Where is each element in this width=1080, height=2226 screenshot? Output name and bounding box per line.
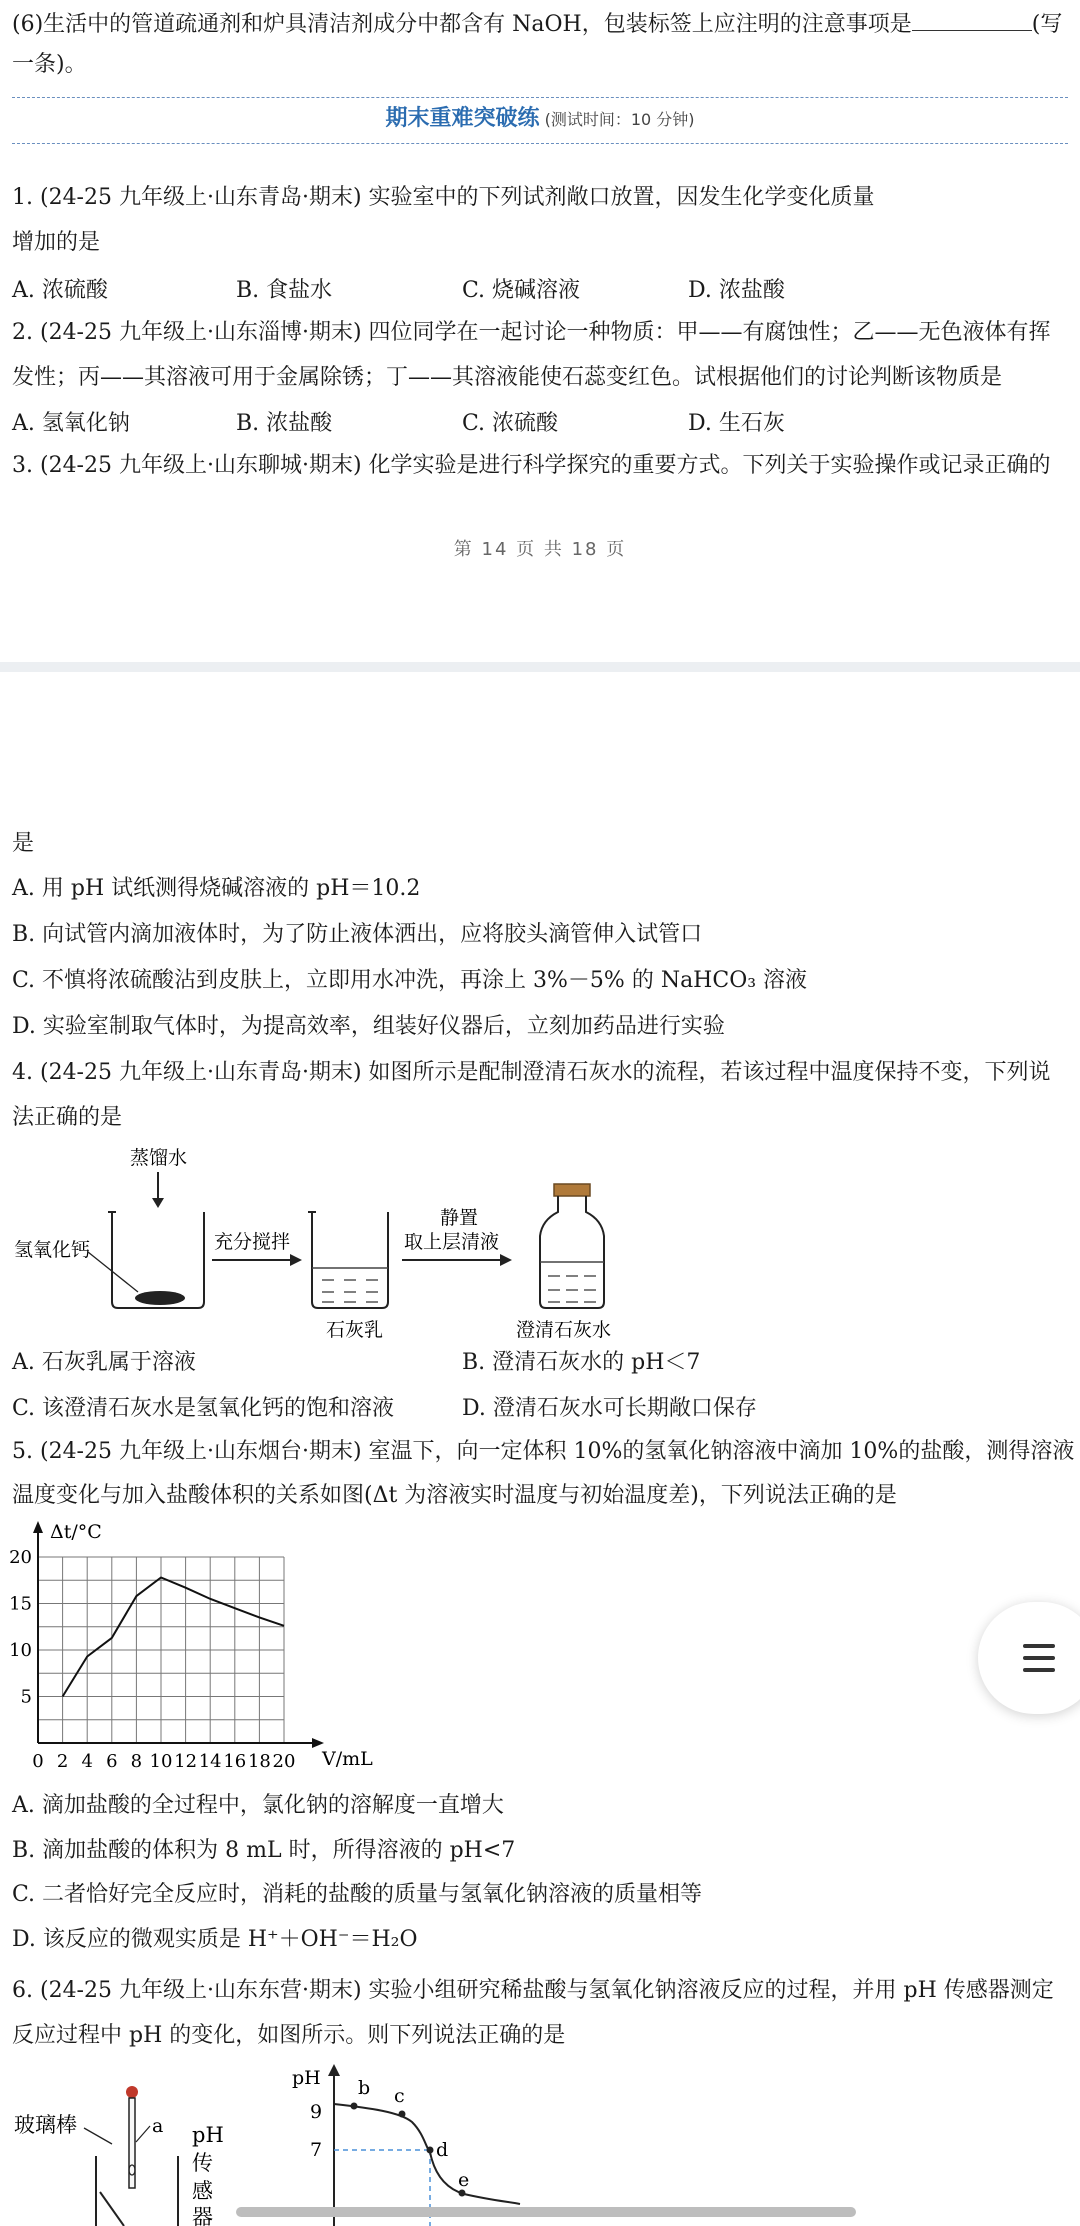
q3-stem-2: 是 xyxy=(12,831,35,856)
menu-bar-1 xyxy=(1023,1644,1055,1648)
fig-ph9: 9 xyxy=(310,2101,323,2123)
q4-option-b: B. 澄清石灰水的 pH＜7 xyxy=(462,1350,701,1375)
x-tick-label: 20 xyxy=(272,1751,296,1772)
fig-b-label: b xyxy=(358,2077,371,2099)
fig-sensor-gan: 感 xyxy=(192,2179,213,2203)
q3-option-c: C. 不慎将浓硫酸沾到皮肤上，立即用水冲洗，再涂上 3%－5% 的 NaHCO₃ 溶液 xyxy=(12,968,808,993)
settle-arrowhead xyxy=(500,1254,512,1266)
q4-stem-1: 4. (24-25 九年级上·山东青岛·期末) 如图所示是配制澄清石灰水的流程，若该过程中温度保持不变，下列说 xyxy=(12,1060,1051,1085)
x-tick-label: 18 xyxy=(247,1751,271,1772)
milk-dashes xyxy=(322,1280,378,1302)
section-time: (测试时间：10 分钟) xyxy=(544,110,695,129)
q2-option-d: D. 生石灰 xyxy=(688,411,785,436)
fig-sensor-chuan: 传 xyxy=(192,2151,213,2175)
ph-axis-arrow xyxy=(328,2064,340,2076)
y-tick-label: 10 xyxy=(9,1640,32,1661)
y-axis-arrow xyxy=(33,1521,43,1533)
q6-prev-line2: 一条)。 xyxy=(12,52,87,77)
beaker-2 xyxy=(312,1212,388,1308)
q6-stem-2: 反应过程中 pH 的变化，如图所示。则下列说法正确的是 xyxy=(12,2023,566,2048)
q4-lime-water-figure xyxy=(0,1140,700,1340)
q6-ph-figure xyxy=(0,2062,560,2226)
caoh2-powder xyxy=(135,1291,185,1305)
q6-prev-text: (6)生活中的管道疏通剂和炉具清洁剂成分中都含有 NaOH，包装标签上应注明的注意事项是 xyxy=(12,12,912,37)
y-tick-label: 5 xyxy=(20,1686,32,1708)
water-arrowhead xyxy=(152,1198,164,1208)
fig-milk-label: 石灰乳 xyxy=(326,1319,384,1340)
menu-bar-2 xyxy=(1023,1656,1055,1660)
bottle xyxy=(540,1196,604,1308)
q1-stem-2: 增加的是 xyxy=(12,230,101,255)
q5-option-c: C. 二者恰好完全反应时，消耗的盐酸的质量与氢氧化钠溶液的质量相等 xyxy=(12,1882,703,1907)
fig-water-label: 蒸馏水 xyxy=(130,1147,188,1169)
bottle-dashes xyxy=(548,1276,596,1302)
q2-option-b: B. 浓盐酸 xyxy=(236,411,333,436)
q5-temperature-chart xyxy=(0,1515,420,1785)
q6-prev-tail: (写 xyxy=(1031,12,1063,37)
q2-option-a: A. 氢氧化钠 xyxy=(12,411,130,436)
q3-stem-1: 3. (24-25 九年级上·山东聊城·期末) 化学实验是进行科学探究的重要方式。下列关于实验操作或记录正确的 xyxy=(12,453,1051,478)
q5-option-d: D. 该反应的微观实质是 H⁺＋OH⁻＝H₂O xyxy=(12,1927,418,1952)
q3-option-a: A. 用 pH 试纸测得烧碱溶液的 pH＝10.2 xyxy=(12,876,421,901)
ph-curve xyxy=(334,2104,520,2204)
fig-sensor-qi: 器 xyxy=(192,2205,213,2226)
q4-option-a: A. 石灰乳属于溶液 xyxy=(12,1350,196,1375)
y-tick-label: 20 xyxy=(9,1547,32,1568)
x-axis-arrow xyxy=(312,1738,324,1748)
x-tick-label: 2 xyxy=(56,1751,69,1772)
menu-bar-3 xyxy=(1023,1668,1055,1672)
fig-settle-label-1: 静置 xyxy=(440,1207,479,1229)
divider-bottom xyxy=(12,143,1068,144)
fig-a-label: a xyxy=(152,2115,164,2137)
fig-rod-label: 玻璃棒 xyxy=(14,2113,77,2137)
x-tick-label: 14 xyxy=(198,1751,222,1772)
hamburger-menu-icon[interactable] xyxy=(978,1602,1080,1714)
fig-settle-label-2: 取上层清液 xyxy=(404,1231,500,1253)
point-b xyxy=(351,2103,358,2110)
x-tick-label: 12 xyxy=(174,1751,198,1772)
fig-stir-label: 充分搅拌 xyxy=(214,1231,291,1253)
q4-option-d: D. 澄清石灰水可长期敞口保存 xyxy=(462,1396,757,1421)
fig-e-label: e xyxy=(458,2169,470,2191)
q6-stem-1: 6. (24-25 九年级上·山东东营·期末) 实验小组研究稀盐酸与氢氧化钠溶液反应的过程，并用 pH 传感器测定 xyxy=(12,1978,1054,2003)
q4-option-c: C. 该澄清石灰水是氢氧化钙的饱和溶液 xyxy=(12,1396,395,1421)
page-footer: 第 14 页 共 18 页 xyxy=(453,539,627,560)
answer-blank xyxy=(912,10,1032,31)
fig-ph7: 7 xyxy=(310,2139,323,2161)
section-header xyxy=(0,101,1080,132)
x-tick-label: 8 xyxy=(130,1751,143,1772)
q2-stem-1: 2. (24-25 九年级上·山东淄博·期末) 四位同学在一起讨论一种物质：甲——有腐蚀性；乙——无色液体有挥 xyxy=(12,320,1051,345)
x-tick-label: 10 xyxy=(149,1751,173,1772)
glass-rod xyxy=(100,2192,124,2226)
q6-beaker xyxy=(96,2156,178,2226)
fig-caoh2-label: 氢氧化钙 xyxy=(14,1239,91,1261)
rod-pointer xyxy=(84,2128,112,2144)
q5-stem-2: 温度变化与加入盐酸体积的关系如图(Δt 为溶液实时温度与初始温度差)，下列说法正确的是 xyxy=(12,1483,897,1508)
chart-grid xyxy=(38,1557,284,1743)
x-tick-label: 6 xyxy=(106,1751,118,1772)
q1-stem-1: 1. (24-25 九年级上·山东青岛·期末) 实验室中的下列试剂敞口放置，因发生化学变化质量 xyxy=(12,185,875,210)
chart-ylabel: Δt/°C xyxy=(50,1521,102,1543)
stir-arrowhead xyxy=(290,1254,302,1266)
q1-option-a: A. 浓硫酸 xyxy=(12,278,108,303)
x-tick-label: 16 xyxy=(223,1751,247,1772)
q5-option-b: B. 滴加盐酸的体积为 8 mL 时，所得溶液的 pH<7 xyxy=(12,1838,516,1863)
fig-ph-axis-label: pH xyxy=(292,2067,321,2089)
section-title: 期末重难突破练 xyxy=(385,106,540,131)
chart-axes xyxy=(33,1521,324,1748)
q4-stem-2: 法正确的是 xyxy=(12,1105,123,1130)
q3-option-b: B. 向试管内滴加液体时，为了防止液体洒出，应将胶头滴管伸入试管口 xyxy=(12,922,703,947)
q1-option-b: B. 食盐水 xyxy=(236,278,333,303)
x-tick-label: 0 xyxy=(32,1751,44,1772)
q5-option-a: A. 滴加盐酸的全过程中，氯化钠的溶解度一直增大 xyxy=(12,1793,504,1818)
chart-xlabel: V/mL xyxy=(322,1748,373,1770)
bottle-cap xyxy=(554,1184,590,1196)
fig-c-label: c xyxy=(394,2085,405,2107)
point-c xyxy=(399,2111,406,2118)
a-pointer xyxy=(136,2126,150,2142)
temperature-line xyxy=(63,1577,284,1696)
y-tick-label: 15 xyxy=(9,1593,32,1615)
q1-option-d: D. 浓盐酸 xyxy=(688,278,785,303)
fig-sensor-ph: pH xyxy=(192,2123,224,2147)
q1-option-c: C. 烧碱溶液 xyxy=(462,278,581,303)
fig-d-label: d xyxy=(436,2139,449,2161)
chart-series xyxy=(63,1577,284,1696)
q5-stem-1: 5. (24-25 九年级上·山东烟台·期末) 室温下，向一定体积 10%的氢氧化钠溶液中滴加 10%的盐酸，测得溶液 xyxy=(12,1439,1075,1464)
divider-top xyxy=(12,97,1068,98)
page-separator xyxy=(0,662,1080,672)
q3-option-d: D. 实验室制取气体时，为提高效率，组装好仪器后，立刻加药品进行实验 xyxy=(12,1014,725,1039)
q6-prev-line1 xyxy=(12,10,1062,40)
dropper-bulb xyxy=(126,2086,138,2098)
x-tick-label: 4 xyxy=(81,1751,93,1772)
fig-clear-label: 澄清石灰水 xyxy=(516,1319,612,1340)
horizontal-scrollbar[interactable] xyxy=(236,2207,856,2217)
q2-stem-2: 发性；丙——其溶液可用于金属除锈；丁——其溶液能使石蕊变红色。试根据他们的讨论判断该物质是 xyxy=(12,365,1003,390)
q2-option-c: C. 浓硫酸 xyxy=(462,411,559,436)
point-d xyxy=(427,2147,434,2154)
